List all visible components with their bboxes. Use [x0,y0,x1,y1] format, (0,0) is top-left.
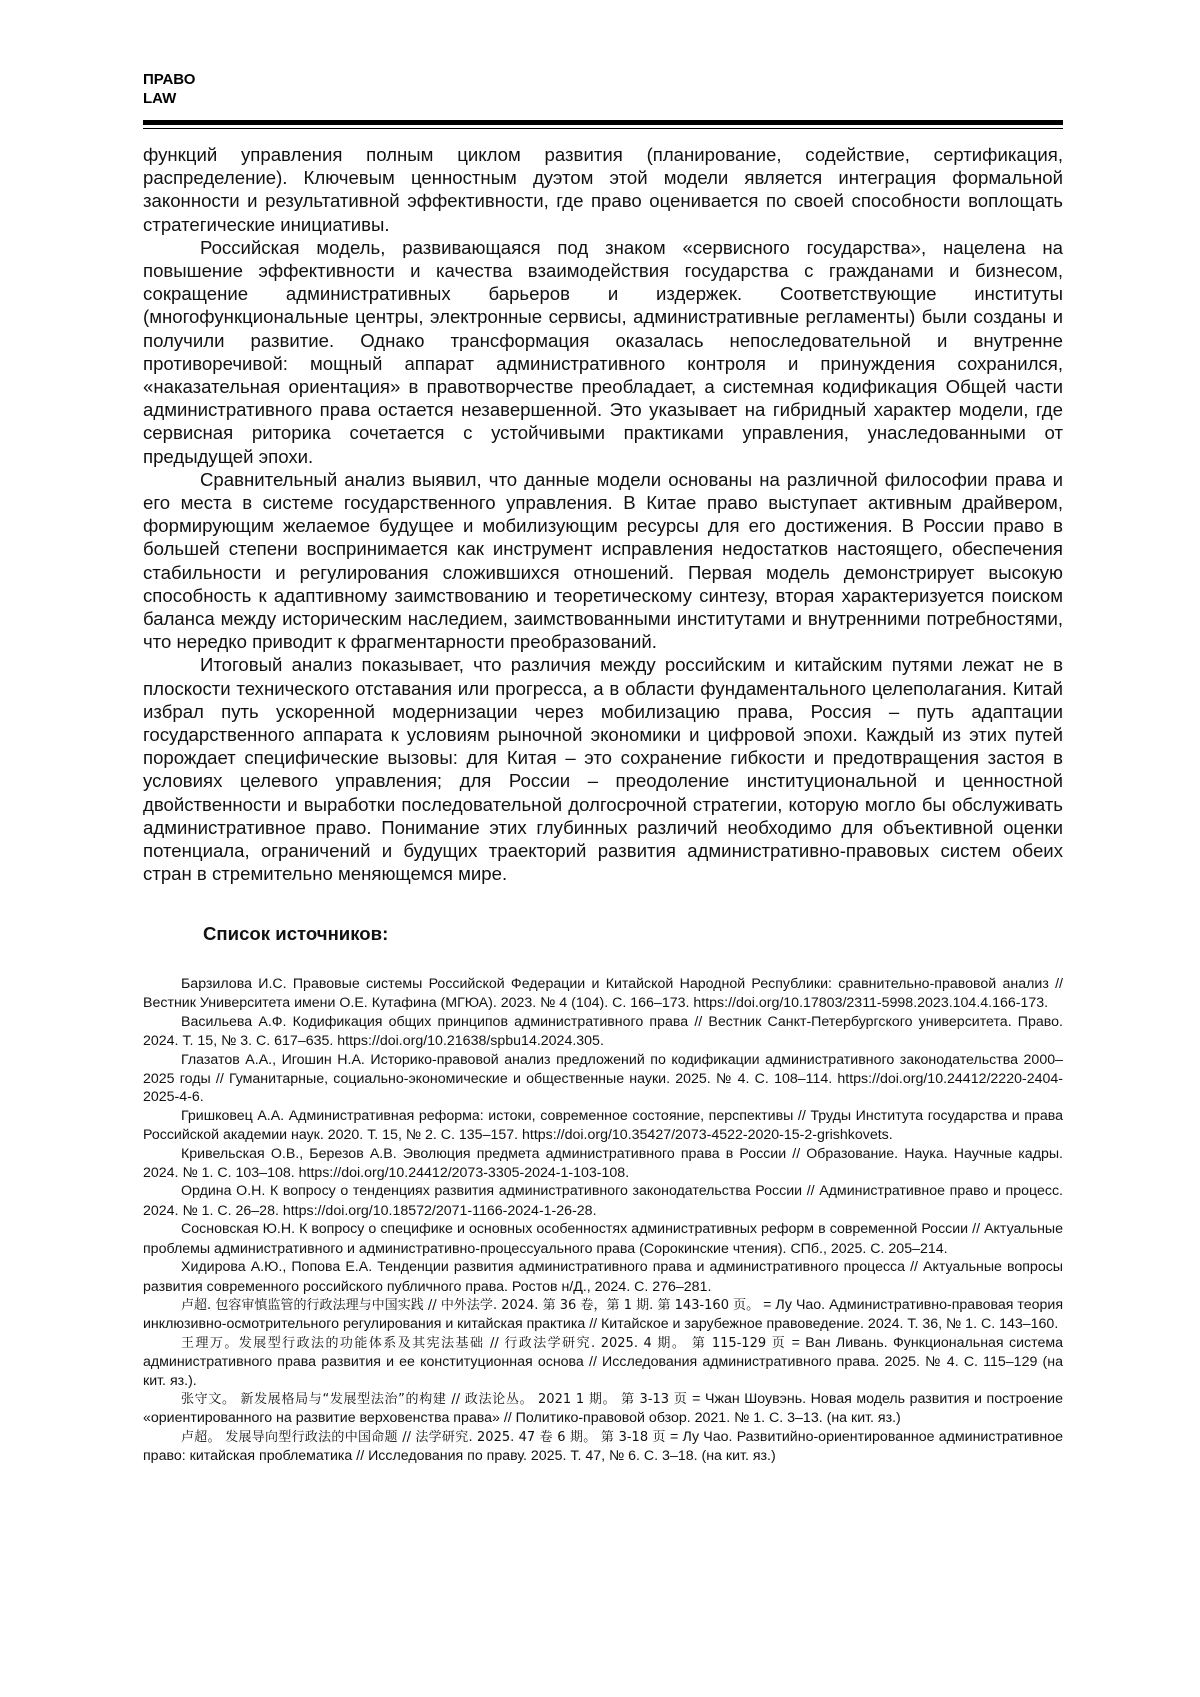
reference-item [143,1390,1063,1428]
paragraph-1: функций управления полным циклом развития (планирование, содействие, сертификация, распределение). Ключевым ценностным дуэтом этой модели является интеграция формальной законности и результативной эффективности, где право оценивается по своей способности воплощать стратегические инициативы. [143,144,1063,235]
reference-text: Гришковец А.А. Административная реформа: истоки, современное состояние, перспективы // Труды Института государства и права Российской академии наук. 2020. Т. 15, № 2. С. 135–157. https://doi.org/10.35427/2073-4522-2020-15-2-grishkovets. [143,1107,1063,1144]
reference-item [143,1428,1063,1466]
reference-text: = Ван Ливань. Функциональная система административного права развития и ее конституционная основа // Исследования административного права. 2025. № 4. С. 115–129 (на кит. яз.). [143,1334,1063,1389]
running-header [143,70,195,108]
paragraph-4: Итоговый анализ показывает, что различия между российским и китайским путями лежат не в плоскости технического отставания или прогресса, а в области фундаментального целеполагания. Китай избрал путь ускоренной модернизации через мобилизацию права, Россия – путь адаптации государственного аппарата к условиям рыночной экономики и цифровой эпохи. Каждый из этих путей порождает специфические вызовы: для Китая – это сохранение гибкости и предотвращения застоя в условиях целевого управления; для России – преодоление институциональной и ценностной двойственности и выработки последовательной долгосрочной стратегии, которую могло бы обслуживать административное право. Понимание этих глубинных различий необходимо для объективной оценки потенциала, ограничений и будущих траекторий развития административно-правовых систем обеих стран в стремительно меняющемся мире. [143,654,1063,885]
paragraph-3: Сравнительный анализ выявил, что данные модели основаны на различной философии права и его места в системе государственного управления. В Китае право выступает активным драйвером, формирующим желаемое будущее и мобилизующим ресурсы для его достижения. В России право в большей степени воспринимается как инструмент исправления недостатков настоящего, обеспечения стабильности и регулирования сложившихся отношений. Первая модель демонстрирует высокую способность к адаптивному заимствованию и теоретическому синтезу, вторая характеризуется поиском баланса между историческим наследием, заимствованными институтами и внутренними потребностями, что нередко приводит к фрагментарности преобразований. [143,468,1063,653]
reference-cjk: 卢超。 发展导向型行政法的中国命题 // 法学研究. 2025. 47 卷 6 期。 第 3-18 页 [181,1429,666,1445]
reference-text: Хидирова А.Ю., Попова Е.А. Тенденции развития административного права и административного процесса // Актуальные вопросы развития современного российского публичного права. Ростов н/Д., 2024. С. 276–281. [143,1259,1063,1295]
reference-cjk: 王理万。发展型行政法的功能体系及其宪法基础 // 行政法学研究. 2025. 4 期。 第 115-129 页 [181,1335,787,1351]
reference-item [143,1334,1063,1390]
reference-text: Кривельская О.В., Березов А.В. Эволюция предмета административного права в России // Образование. Наука. Научные кадры. 2024. № 1. С. 103–108. https://doi.org/10.24412/2073-3305-2024-1-103-108. [143,1145,1063,1182]
reference-item [143,1051,1063,1107]
reference-cjk: 张守文。 新发展格局与“发展型法治”的构建 // 政法论丛。 2021 1 期。 第 3-13 页 [181,1391,688,1407]
reference-list [143,975,1063,1466]
reference-text: Ордина О.Н. К вопросу о тенденциях развития административного законодательства России // Административное право и процесс. 2024. № 1. С. 26–28. https://doi.org/10.18572/2071-1166-2024-1-26-28. [143,1183,1063,1219]
reference-item [143,1145,1063,1183]
reference-cjk: 卢超. 包容审慎监管的行政法理与中国实践 // 中外法学. 2024. 第 36 卷，第 1 期. 第 143-160 页。 [181,1297,760,1313]
reference-item [143,1220,1063,1258]
reference-text: = Лу Чао. Административно-правовая теория инклюзивно-осмотрительного регулирования и китайская практика // Китайское и зарубежное правоведение. 2024. Т. 36, № 1. С. 143–160. [143,1296,1064,1333]
reference-text: Глазатов А.А., Игошин Н.А. Историко-правовой анализ предложений по кодификации административного законодательства 2000–2025 годы // Гуманитарные, социально-экономические и общественные науки. 2025. № 4. С. 108–114. https://doi.org/10.24412/2220-2404-2025-4-6. [143,1051,1063,1106]
header-title-ru: ПРАВО [143,71,196,88]
reference-text: Барзилова И.С. Правовые системы Российской Федерации и Китайской Народной Республики: сравнительно-правовой анализ // Вестник Университета имени О.Е. Кутафина (МГЮА). 2023. № 4 (104). С. 166–173. https://doi.org/10.17803/2311-5998.2023.104.4.166-173. [143,976,1063,1012]
header-rule-thick [143,120,1063,125]
reference-item [143,1182,1063,1220]
reference-item [143,1296,1063,1334]
reference-text: = Чжан Шоувэнь. Новая модель развития и построение «ориентированного на развитие верховенства права» // Политико-правовой обзор. 2021. № 1. С. 3–13. (на кит. яз.) [143,1390,1064,1427]
reference-item [143,1258,1063,1296]
reference-item [143,975,1063,1013]
reference-text: = Лу Чао. Развитийно-ориентированное административное право: китайская проблематика // Исследования по праву. 2025. Т. 47, № 6. С. 3–18. (на кит. яз.) [143,1428,1063,1465]
reference-text: Васильева А.Ф. Кодификация общих принципов административного права // Вестник Санкт-Петербургского университета. Право. 2024. Т. 15, № 3. С. 617–635. https://doi.org/10.21638/spbu14.2024.305. [143,1013,1063,1050]
article-body [143,143,1063,886]
sources-heading: Список источников: [203,923,389,944]
paragraph-2: Российская модель, развивающаяся под знаком «сервисного государства», нацелена на повышение эффективности и качества взаимодействия государства с гражданами и бизнесом, сокращение административных барьеров и издержек. Соответствующие институты (многофункциональные центры, электронные сервисы, административные регламенты) были созданы и получили развитие. Однако трансформация оказалась непоследовательной и внутренне противоречивой: мощный аппарат административного контроля и принуждения сохранился, «наказательная ориентация» в правотворчестве преобладает, а системная кодификация Общей части административного права остается незавершенной. Это указывает на гибридный характер модели, где сервисная риторика сочетается с устойчивыми практиками управления, унаследованными от предыдущей эпохи. [143,236,1063,467]
reference-text: Сосновская Ю.Н. К вопросу о специфике и основных особенностях административных реформ в современной России // Актуальные проблемы административного и административно-процессуального права (Сорокинские чтения). СПб., 2025. С. 205–214. [143,1221,1063,1257]
reference-item [143,1013,1063,1051]
header-title-en: LAW [143,90,177,107]
reference-item [143,1107,1063,1145]
header-rule-thin [143,128,1063,129]
